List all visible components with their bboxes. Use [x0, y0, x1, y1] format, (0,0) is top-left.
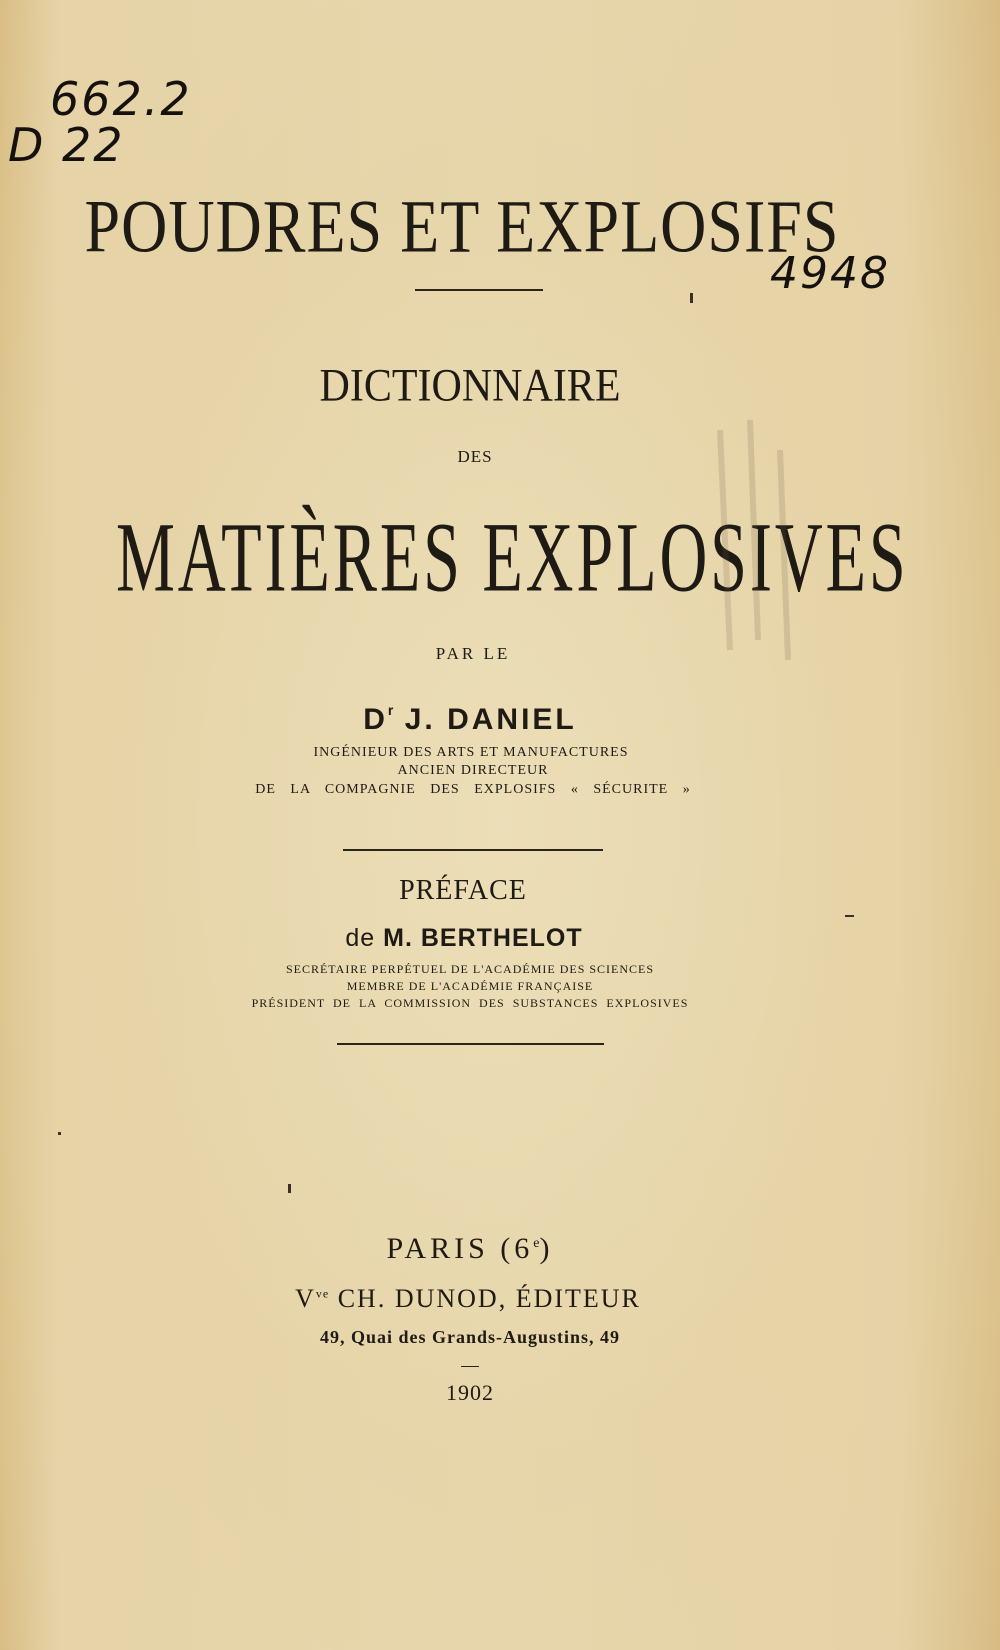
ink-speck [690, 293, 693, 303]
series-title: POUDRES ET EXPLOSIFS [84, 184, 840, 268]
faded-library-stamp [700, 410, 820, 670]
divider-rule [415, 289, 543, 291]
preface-by-prefix: de [345, 924, 376, 952]
publication-year: 1902 [446, 1380, 494, 1405]
publisher-address: 49, Quai des Grands-Augustins, 49 [319, 1327, 621, 1347]
ink-speck [845, 915, 854, 917]
ink-speck [58, 1132, 61, 1135]
title-connector: DES [457, 447, 493, 466]
main-title: MATIÈRES EXPLOSIVES [116, 502, 909, 613]
preface-author-credential: MEMBRE DE L'ACADÉMIE FRANÇAISE [346, 979, 594, 993]
preface-author-name: M. BERTHELOT [383, 924, 583, 952]
author-credential: INGÉNIEUR DES ARTS ET MANUFACTURES [313, 745, 629, 760]
dictionary-title: DICTIONNAIRE [319, 361, 621, 412]
preface-heading: PRÉFACE [399, 875, 527, 906]
publisher-prefix-sup: ve [315, 1286, 330, 1301]
divider-rule [461, 1366, 479, 1367]
preface-author-credential: PRÉSIDENT DE LA COMMISSION DES SUBSTANCES EXPLOSIVES [251, 996, 689, 1010]
preface-author-credential: SECRÉTAIRE PERPÉTUEL DE L'ACADÉMIE DES SCIENCES [285, 962, 655, 976]
imprint-city [0, 1232, 970, 1266]
divider-rule [337, 1043, 604, 1045]
divider-rule [343, 849, 603, 851]
handwritten-call-number-line1: 662.2 [50, 72, 192, 126]
ink-speck [288, 1184, 291, 1193]
publisher-name: CH. DUNOD, ÉDITEUR [337, 1284, 641, 1313]
publisher [0, 1284, 968, 1314]
preface-author [0, 924, 964, 953]
author-name [0, 702, 970, 737]
author-credential: ANCIEN DIRECTEUR [397, 763, 549, 778]
handwritten-accession-number: 4948 [770, 248, 890, 299]
imprint-city-text: PARIS (6 [386, 1232, 534, 1265]
author-prefix: D [363, 703, 388, 736]
author-name-text: J. DANIEL [404, 703, 577, 736]
imprint-city-sup: e [533, 1236, 540, 1251]
publisher-prefix: V [295, 1284, 316, 1313]
imprint-city-close: ) [539, 1232, 554, 1265]
handwritten-call-number-line2: D 22 [8, 118, 125, 172]
by-line: PAR LE [435, 644, 511, 663]
author-credential: DE LA COMPAGNIE DES EXPLOSIFS « SÉCURITE » [255, 782, 691, 797]
author-prefix-sup: r [387, 702, 394, 718]
